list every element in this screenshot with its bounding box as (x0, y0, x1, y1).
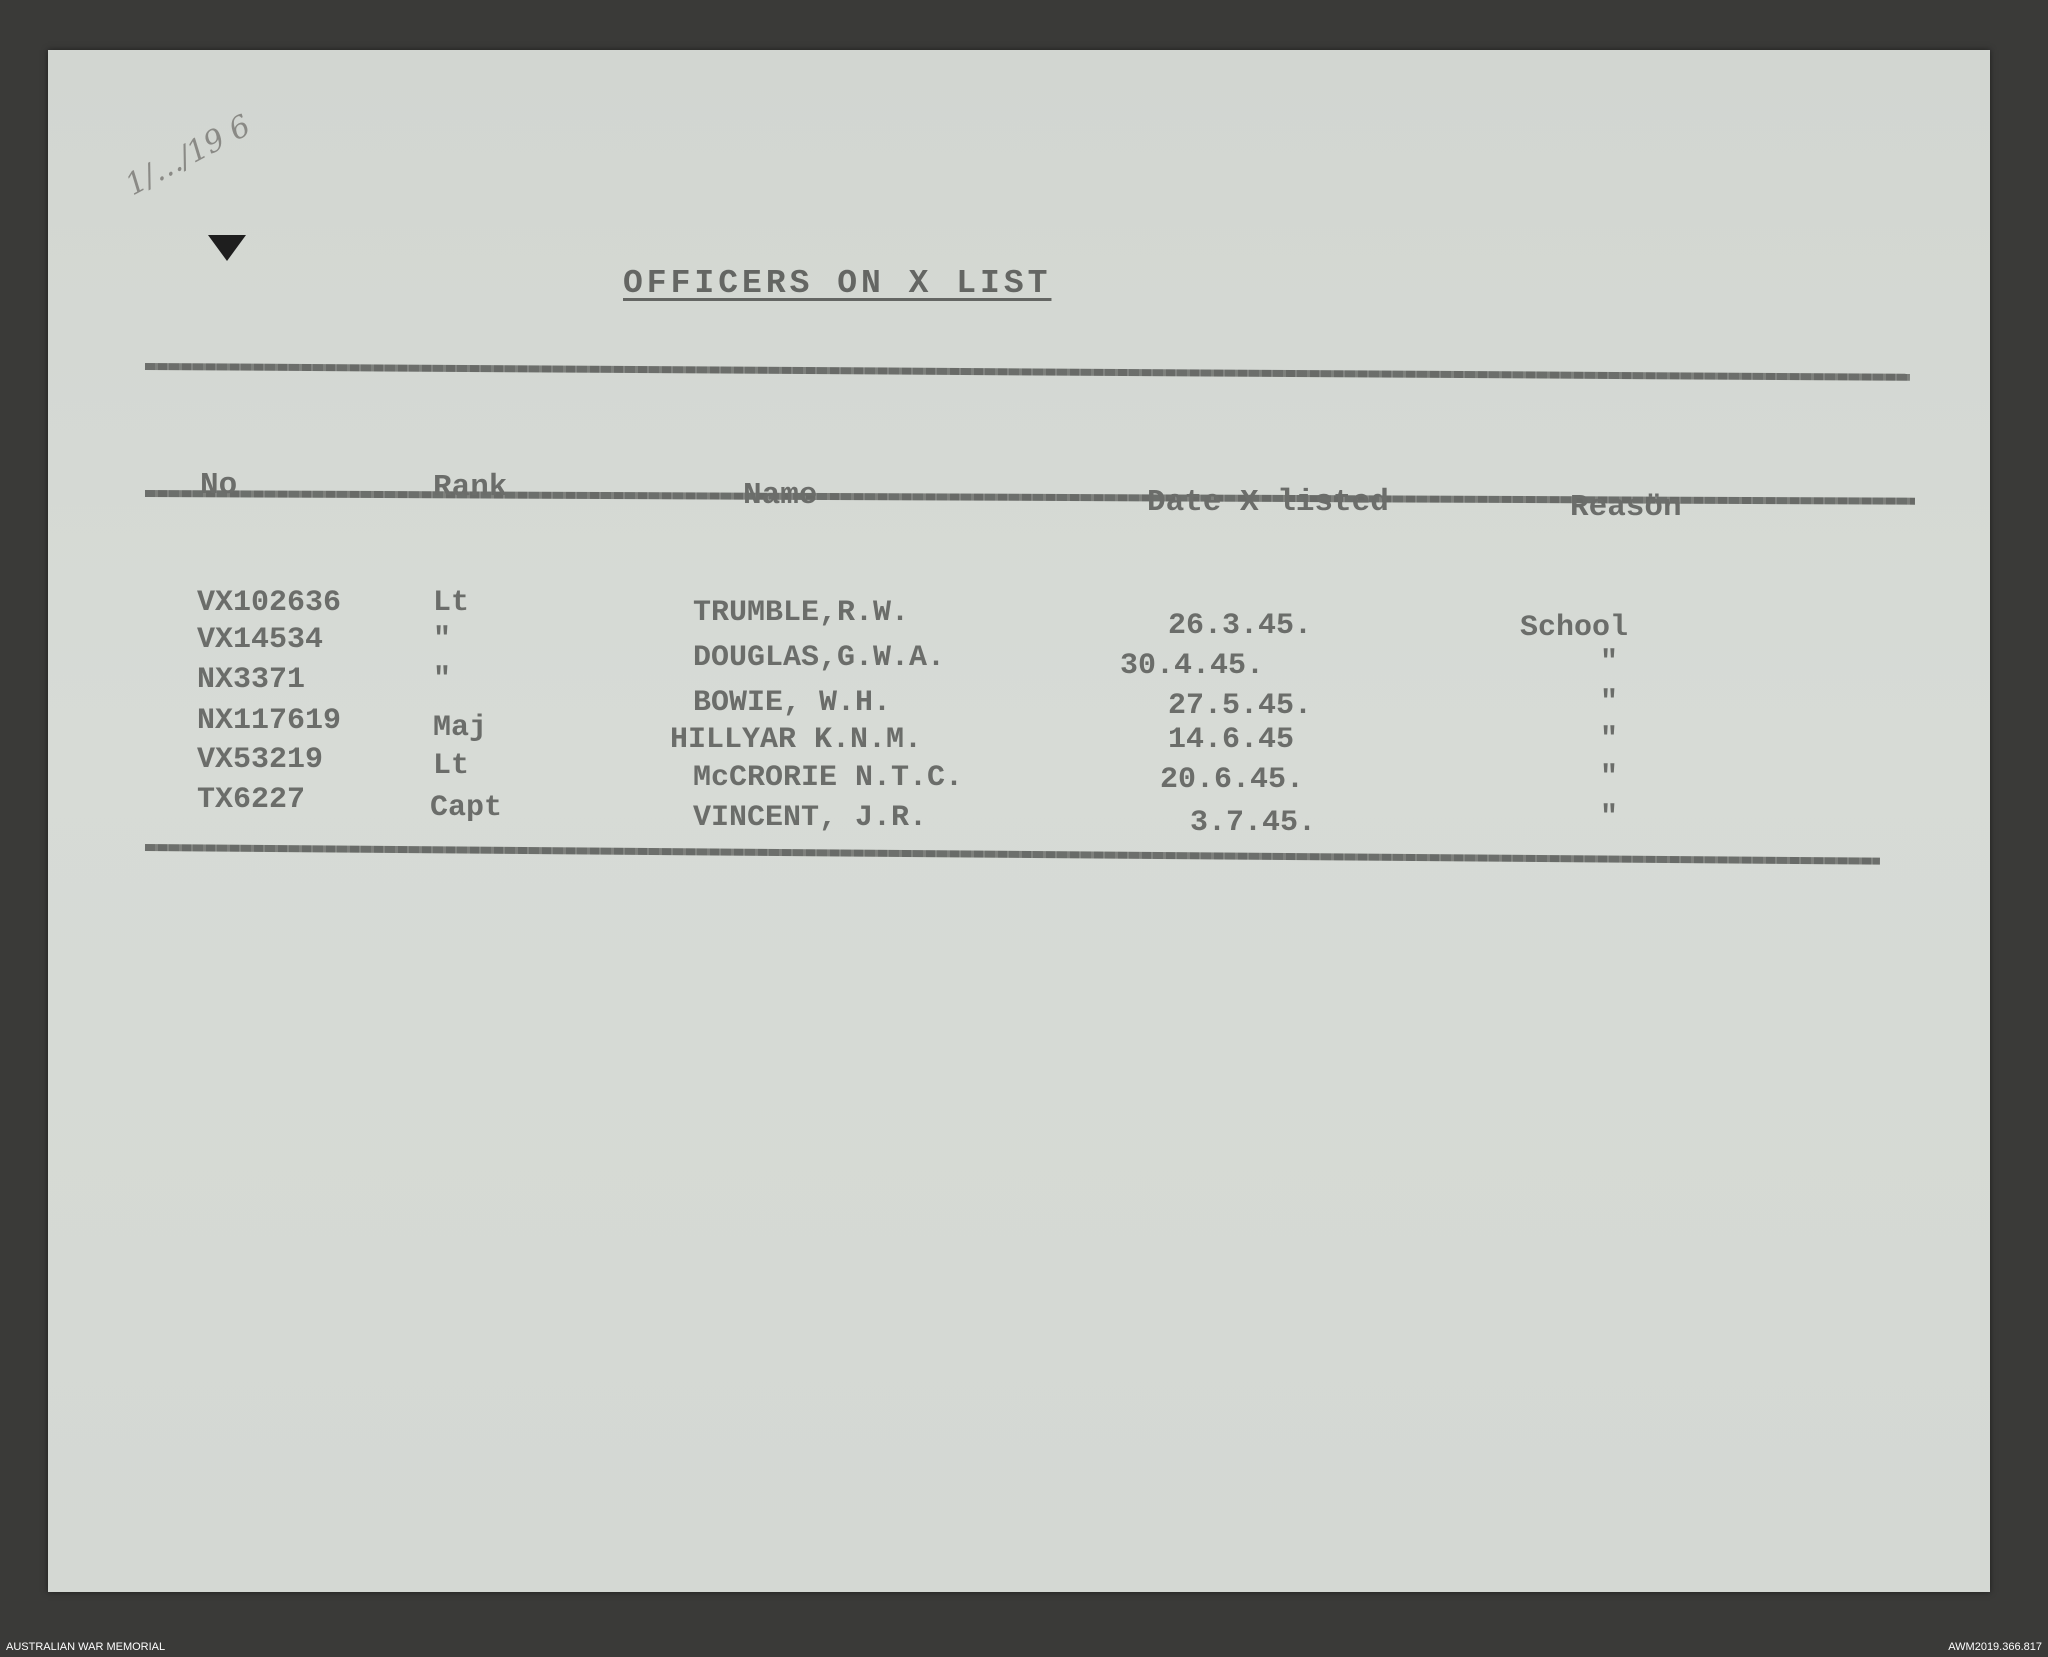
cell-reason: " (1600, 646, 1619, 680)
header-reason: Reasön (1570, 490, 1682, 525)
header-rank: Rank (433, 470, 508, 505)
cell-date: 27.5.45. (1168, 689, 1313, 723)
margin-note: 1/…/19 6 (119, 108, 257, 203)
cell-date: 3.7.45. (1190, 806, 1317, 840)
header-date: Date X listed (1147, 485, 1389, 520)
cell-rank: Capt (430, 791, 503, 825)
cell-name: HILLYAR K.N.M. (670, 723, 923, 757)
cell-rank: Lt (433, 586, 470, 620)
punch-hole-mark (208, 235, 246, 261)
cell-no: TX6227 (197, 783, 306, 817)
cell-date: 30.4.45. (1120, 649, 1265, 683)
cell-date: 20.6.45. (1160, 763, 1305, 797)
cell-reason: " (1600, 801, 1619, 835)
footer-accession-number: AWM2019.366.817 (1948, 1641, 2042, 1653)
cell-rank: " (433, 663, 452, 697)
cell-date: 14.6.45 (1168, 723, 1295, 757)
cell-no: VX102636 (197, 586, 342, 620)
cell-name: McCRORIE N.T.C. (693, 761, 964, 795)
cell-name: TRUMBLE,R.W. (693, 596, 910, 630)
cell-no: VX53219 (197, 743, 324, 777)
cell-rank: Maj (433, 711, 488, 745)
cell-name: VINCENT, J.R. (693, 801, 928, 835)
cell-reason: School (1520, 611, 1629, 645)
cell-name: BOWIE, W.H. (693, 686, 892, 720)
cell-no: VX14534 (197, 623, 324, 657)
cell-date: 26.3.45. (1168, 609, 1313, 643)
cell-rank: " (433, 623, 452, 657)
footer-institution: AUSTRALIAN WAR MEMORIAL (6, 1641, 166, 1653)
cell-reason: " (1600, 761, 1619, 795)
cell-reason: " (1600, 686, 1619, 720)
document-title: OFFICERS ON X LIST (623, 265, 1052, 302)
cell-name: DOUGLAS,G.W.A. (693, 641, 946, 675)
header-no: No (200, 468, 238, 503)
cell-rank: Lt (433, 749, 470, 783)
cell-no: NX3371 (197, 663, 306, 697)
header-name: Name (743, 478, 818, 513)
cell-reason: " (1600, 723, 1619, 757)
cell-no: NX117619 (197, 704, 342, 738)
